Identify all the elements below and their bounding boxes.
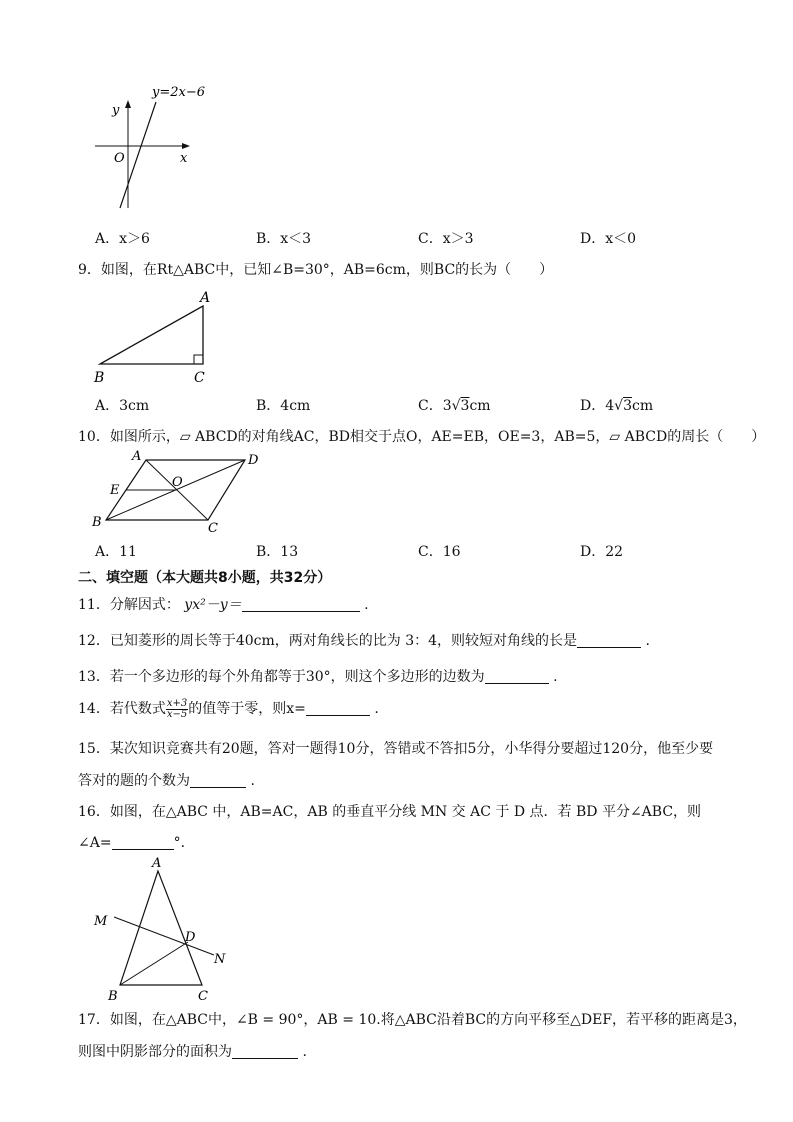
q11-line — [78, 594, 369, 614]
q9-option-c-unit: cm — [469, 398, 491, 414]
q11-expression: yx²－y＝ — [184, 597, 242, 613]
section-2-heading: 二、填空题（本大题共8小题，共32分） — [78, 570, 332, 586]
q15-answer-blank[interactable] — [190, 773, 246, 788]
q10-parallelogram — [88, 448, 268, 534]
q15-text: 答对的题的个数为 — [78, 773, 190, 789]
q14-fraction — [166, 699, 188, 720]
q10-label-d: D — [248, 453, 259, 468]
q9-triangle — [100, 306, 203, 364]
q17-text: 则图中阴影部分的面积为 — [78, 1044, 232, 1060]
q8-option-c[interactable]: C．x＞3 — [418, 231, 474, 247]
q9-right-triangle — [90, 288, 220, 386]
q8-function-line — [120, 102, 156, 208]
q9-option-d-coef: D．4 — [580, 398, 615, 414]
q9-option-c-radicand: 3 — [460, 398, 470, 414]
q16-segment-bd — [120, 942, 188, 985]
q16-line1: 16．如图，在△ABC 中，AB=AC，AB 的垂直平分线 MN 交 AC 于 D 点．若 BD 平分∠ABC，则 — [78, 804, 702, 820]
q16-label-m: M — [94, 914, 108, 929]
q13-text: 13．若一个多边形的每个外角都等于30°，则这个多边形的边数为 — [78, 669, 485, 685]
q10-label-b: B — [92, 515, 102, 530]
q14-denominator: x−5 — [166, 708, 188, 720]
q8-origin-label: O — [114, 151, 125, 166]
q16-label-a: A — [152, 856, 162, 871]
q9-right-angle-mark — [194, 355, 203, 364]
q9-option-c[interactable]: C．3√3cm — [418, 398, 491, 414]
q12-answer-blank[interactable] — [577, 633, 641, 648]
q9-option-d-unit: cm — [631, 398, 654, 414]
q15-line1: 15．某次知识竞赛共有20题，答对一题得10分，答错或不答扣5分，小华得分要超过120分，他至少要 — [78, 741, 714, 757]
q12-period: . — [645, 633, 650, 649]
q8-option-d[interactable]: D．x＜0 — [580, 231, 637, 247]
q13-answer-blank[interactable] — [485, 669, 549, 684]
q16-label-n: N — [214, 952, 226, 967]
q13-period: . — [553, 669, 558, 685]
q8-graph-label: y=2x−6 — [152, 85, 206, 100]
q8-axis-y-label: y — [112, 103, 120, 118]
q9-option-d[interactable]: D．4√3cm — [580, 398, 654, 414]
q8-option-b[interactable]: B．x＜3 — [256, 231, 312, 247]
q17-period: . — [302, 1044, 307, 1060]
q17-line2 — [78, 1041, 307, 1061]
q17-line1: 17．如图，在△ABC中，∠B = 90°，AB = 10.将△ABC沿着BC的方向平移至△DEF，若平移的距离是3， — [78, 1012, 747, 1028]
q14-numerator: x+3 — [166, 697, 188, 709]
q9-option-a[interactable]: A．3cm — [95, 398, 150, 414]
q11-period: . — [364, 597, 369, 613]
q9-stem: 9．如图，在Rt△ABC中，已知∠B=30°，AB=6cm，则BC的长为（ ） — [78, 262, 554, 278]
q14-period: . — [374, 701, 379, 717]
q16-label-d: D — [185, 930, 196, 945]
q10-label-e: E — [110, 483, 120, 498]
q11-answer-blank[interactable] — [242, 597, 360, 612]
q9-option-d-radicand: 3 — [623, 398, 632, 414]
q8-axis-x-label: x — [180, 151, 188, 166]
q16-answer-blank[interactable] — [112, 835, 174, 850]
q11-text: 11．分解因式： — [78, 597, 180, 613]
q14-answer-blank[interactable] — [306, 701, 370, 716]
q9-label-c: C — [194, 370, 205, 386]
q15-period: . — [250, 773, 255, 789]
q15-line2 — [78, 770, 255, 790]
q16-text: ∠A= — [78, 835, 112, 851]
q10-option-b[interactable]: B．13 — [256, 544, 299, 560]
q16-triangle-abc — [120, 871, 202, 985]
q10-option-d[interactable]: D．22 — [580, 544, 624, 560]
q12-line — [78, 630, 650, 650]
q10-label-c: C — [208, 521, 218, 534]
q10-label-a: A — [132, 449, 142, 464]
q10-option-a[interactable]: A．11 — [95, 544, 137, 560]
q9-option-c-coef: C．3 — [418, 398, 452, 414]
q8-y-arrow — [125, 100, 131, 108]
q9-option-b[interactable]: B．4cm — [256, 398, 311, 414]
q13-line — [78, 666, 558, 686]
q17-answer-blank[interactable] — [232, 1044, 298, 1059]
q16-label-b: B — [108, 989, 118, 1004]
q8-linear-graph — [90, 80, 230, 215]
q8-x-arrow — [182, 143, 190, 149]
q14-text-pre: 14．若代数式 — [78, 701, 166, 717]
q16-line2 — [78, 832, 195, 852]
q16-bisector-mn — [114, 917, 214, 955]
q16-degree: °． — [173, 835, 195, 851]
q16-isosceles-triangle — [88, 855, 238, 1005]
q9-label-b: B — [94, 370, 105, 386]
q12-text: 12．已知菱形的周长等于40cm，两对角线长的比为 3：4，则较短对角线的长是 — [78, 633, 578, 649]
q14-line — [78, 698, 379, 720]
q10-label-o: O — [172, 475, 183, 490]
q8-option-a[interactable]: A．x＞6 — [95, 231, 150, 247]
q10-stem: 10．如图所示，▱ ABCD的对角线AC，BD相交于点O，AE=EB，OE=3，AB=5，▱ ABCD的周长（ ） — [78, 429, 766, 445]
q14-text-mid: 的值等于零，则x= — [188, 701, 306, 717]
q9-label-a: A — [200, 290, 211, 306]
q16-label-c: C — [198, 989, 208, 1004]
q10-option-c[interactable]: C．16 — [418, 544, 461, 560]
